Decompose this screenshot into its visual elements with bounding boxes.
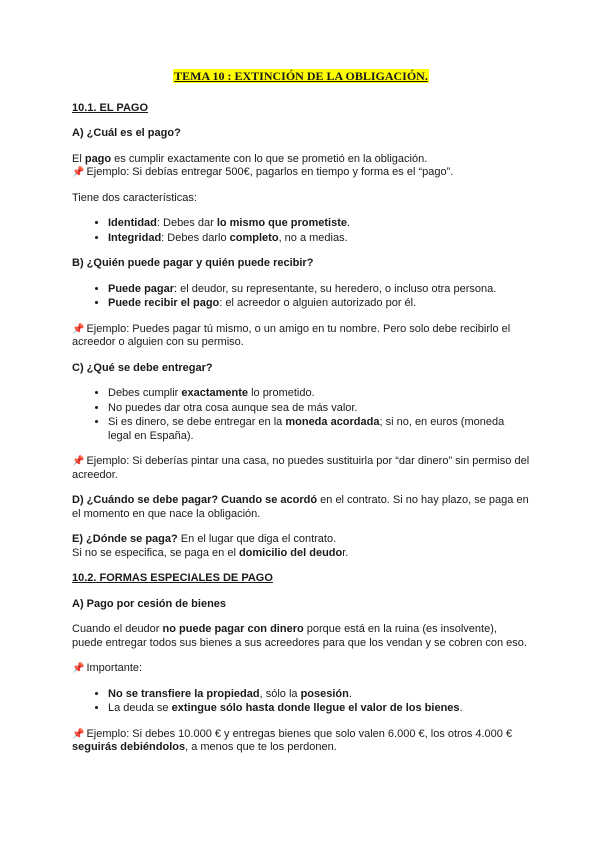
paragraph-caracteristicas: Tiene dos características: <box>72 191 197 204</box>
section-heading-el-pago: 10.1. EL PAGO <box>72 101 149 114</box>
subheading-que-se-debe-entregar: C) ¿Qué se debe entregar? <box>72 361 213 374</box>
list-item: • Identidad: Debes dar lo mismo que prometiste. <box>108 217 530 231</box>
list-que-entregar <box>72 387 530 443</box>
paragraph-cuando-pagar: D) ¿Cuándo se debe pagar? Cuando se acordó en el contrato. Si no hay plazo, se paga en el momento en que nace la obligación. <box>72 494 529 520</box>
subheading-quien-puede-pagar: B) ¿Quién puede pagar y quién puede recibir? <box>72 257 314 269</box>
page-title-text: TEMA 10 : EXTINCIÓN DE LA OBLIGACIÓN. <box>174 69 428 83</box>
example-paragraph: 📌 Ejemplo: Si deberías pintar una casa, no puedes sustituirla por “dar dinero” sin permiso del acreedor. <box>72 455 530 481</box>
list-item: • Si es dinero, se debe entregar en la moneda acordada; si no, en euros (moneda legal en España). <box>108 416 530 443</box>
subheading-cesion-de-bienes: A) Pago por cesión de bienes <box>72 597 227 610</box>
page-title <box>72 70 530 84</box>
subheading-cual-es-el-pago: A) ¿Cuál es el pago? <box>72 127 181 139</box>
paragraph-definicion-pago: El pago es cumplir exactamente con lo que se prometió en la obligación. 📌 Ejemplo: Si debías entregar 500€, pagarlos en tiempo y forma es el “pago”. <box>72 152 454 178</box>
pushpin-icon: 📌 <box>72 323 85 335</box>
list-item: • La deuda se extingue sólo hasta donde llegue el valor de los bienes. <box>108 702 530 716</box>
pushpin-icon: 📌 <box>72 167 85 178</box>
list-quien-paga <box>72 283 530 311</box>
pushpin-icon: 📌 <box>72 456 85 467</box>
paragraph-importante: 📌 Importante: <box>72 662 143 674</box>
list-item: • Puede recibir el pago: el acreedor o alguien autorizado por él. <box>108 297 530 311</box>
list-item: • Integridad: Debes darlo completo, no a medias. <box>108 232 530 246</box>
example-paragraph: 📌 Ejemplo: Puedes pagar tú mismo, o un amigo en tu nombre. Pero solo debe recibirlo el acreedor o alguien con su permiso. <box>72 322 511 348</box>
section-heading-formas-especiales: 10.2. FORMAS ESPECIALES DE PAGO <box>72 572 273 584</box>
example-text: Ejemplo: Si debías entregar 500€, pagarlos en tiempo y forma es el “pago”. <box>86 166 454 178</box>
list-item: • Puede pagar: el deudor, su representante, su heredero, o incluso otra persona. <box>108 283 530 297</box>
list-item: • No se transfiere la propiedad, sólo la posesión. <box>108 688 530 702</box>
list-item: • No puedes dar otra cosa aunque sea de más valor. <box>108 402 530 416</box>
paragraph-donde-pagar: E) ¿Dónde se paga? En el lugar que diga el contrato. Si no se especifica, se paga en el domicilio del deudor. <box>72 533 349 559</box>
list-item: • Debes cumplir exactamente lo prometido. <box>108 387 530 401</box>
pushpin-icon: 📌 <box>72 728 85 740</box>
pushpin-icon: 📌 <box>72 663 85 674</box>
list-importante <box>72 688 530 716</box>
list-caracteristicas <box>72 217 530 245</box>
paragraph-cesion: Cuando el deudor no puede pagar con dinero porque está en la ruina (es insolvente), puede entregar todos sus bienes a sus acreedores para que los vendan y se cobren con eso. <box>72 623 527 649</box>
example-paragraph: 📌 Ejemplo: Si debes 10.000 € y entregas bienes que solo valen 6.000 €, los otros 4.000 € seguirás debiéndolos, a menos que te los perdonen. <box>72 727 513 753</box>
